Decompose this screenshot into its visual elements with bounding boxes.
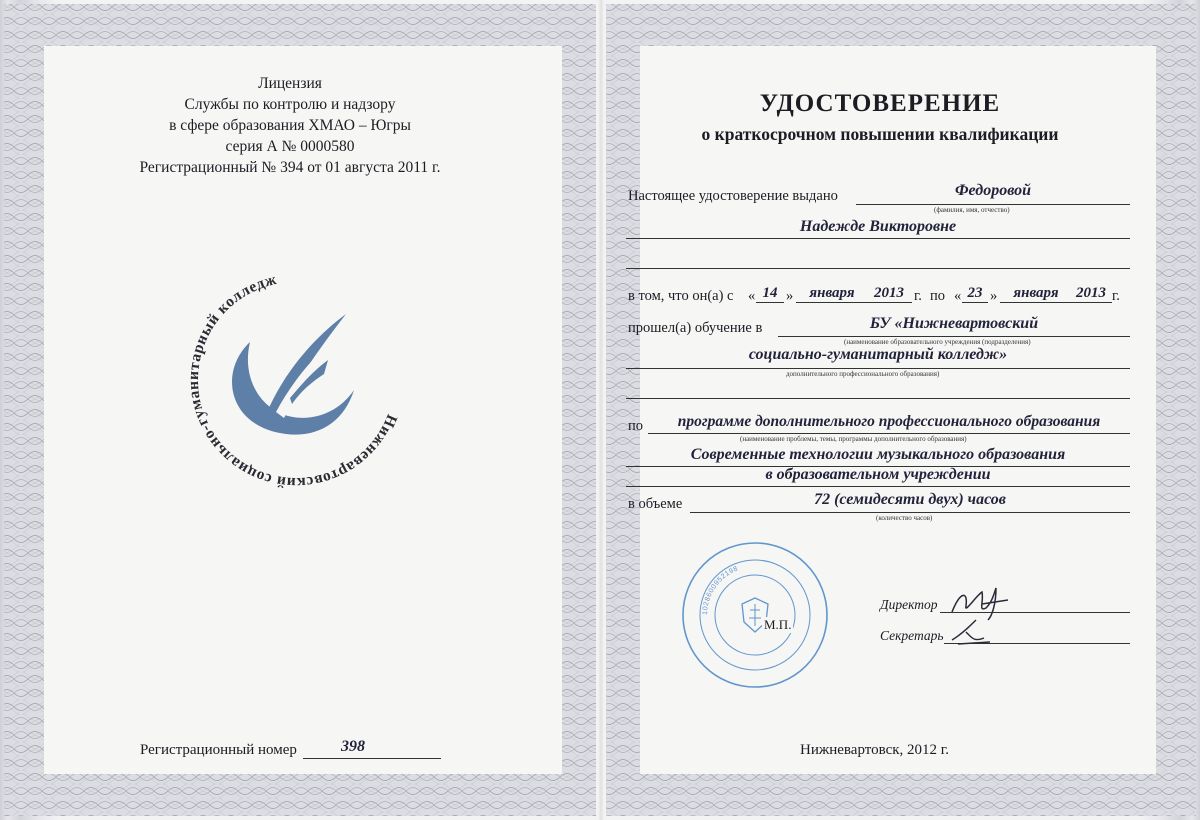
institution-underline-1 xyxy=(778,336,1130,337)
to-day-underline xyxy=(962,302,988,303)
program-label: по xyxy=(628,418,644,434)
license-title: Лицензия xyxy=(258,75,322,92)
logo-ring-text: Нижневартовский социально-гуманитарный колледж xyxy=(184,270,401,492)
quote-open-1: « xyxy=(748,288,756,304)
license-authority: Службы по контролю и надзору xyxy=(184,96,396,113)
topic-line-1: Современные технологии музыкального образования xyxy=(690,446,1066,463)
surname-value: Федоровой xyxy=(954,182,1032,199)
program-hint: (наименование проблемы, темы, программы дополнительного образования) xyxy=(740,435,967,443)
given-names-value: Надежде Викторовне xyxy=(799,218,957,235)
stamp-place-label: М.П. xyxy=(764,617,792,632)
blank-line-1 xyxy=(626,268,1130,269)
to-year: 2013 xyxy=(1076,285,1106,301)
registration-number: 398 xyxy=(341,738,365,755)
from-year-suffix: г. xyxy=(914,288,922,304)
city-year: Нижневартовск, 2012 г. xyxy=(800,742,950,758)
to-month: января xyxy=(1013,285,1059,301)
license-series: серия А № 0000580 xyxy=(225,138,355,155)
from-year-underline xyxy=(866,302,912,303)
secretary-signature xyxy=(944,614,1004,648)
given-names-underline xyxy=(626,238,1130,239)
license-registration: Регистрационный № 394 от 01 августа 2011 г. xyxy=(139,159,441,176)
institution-hint-2: дополнительного профессионального образования) xyxy=(786,370,940,378)
certificate-title: УДОСТОВЕРЕНИЕ xyxy=(759,90,1001,117)
official-stamp xyxy=(680,540,830,690)
institution-line-1: БУ «Нижневартовский xyxy=(869,315,1039,332)
surname-underline xyxy=(856,204,1130,205)
to-day: 23 xyxy=(967,285,983,301)
volume-underline xyxy=(690,512,1130,513)
license-region: в сфере образования ХМАО – Югры xyxy=(169,117,411,134)
to-word: по xyxy=(930,288,946,304)
institution-underline-2 xyxy=(626,368,1130,369)
volume-hint: (количество часов) xyxy=(876,514,933,522)
quill-swirl-icon xyxy=(232,314,354,435)
issued-label: Настоящее удостоверение выдано xyxy=(628,188,838,204)
to-year-underline xyxy=(1070,302,1112,303)
to-year-suffix: г. xyxy=(1112,288,1120,304)
blank-line-2 xyxy=(626,398,1130,399)
from-day-underline xyxy=(756,302,784,303)
college-logo xyxy=(178,262,414,498)
director-label: Директор xyxy=(880,597,938,612)
institution-line-2: социально-гуманитарный колледж» xyxy=(748,346,1008,363)
institution-hint-1: (наименование образовательного учреждения (подразделения) xyxy=(844,338,1031,346)
volume-label: в объеме xyxy=(628,496,683,512)
stamp-number-ring: 1028600952198 xyxy=(701,565,740,616)
registration-label: Регистрационный номер xyxy=(140,742,297,758)
from-day: 14 xyxy=(762,285,778,301)
program-underline xyxy=(648,433,1130,434)
quote-open-2: « xyxy=(954,288,962,304)
volume-value: 72 (семидесяти двух) часов xyxy=(814,491,1006,508)
topic-underline-2 xyxy=(626,486,1130,487)
from-month: января xyxy=(809,285,855,301)
page-fold xyxy=(598,0,604,820)
quote-close-2: » xyxy=(990,288,998,304)
trained-label: прошел(а) обучение в xyxy=(628,320,763,336)
secretary-label: Секретарь xyxy=(880,628,944,643)
topic-line-2: в образовательном учреждении xyxy=(765,466,991,483)
from-month-underline xyxy=(796,302,868,303)
from-year: 2013 xyxy=(874,285,904,301)
registration-underline xyxy=(303,758,441,759)
quote-close-1: » xyxy=(786,288,794,304)
to-month-underline xyxy=(1000,302,1072,303)
program-value: программе дополнительного профессионального образования xyxy=(677,413,1101,430)
certificate-subtitle: о краткосрочном повышении квалификации xyxy=(701,124,1059,144)
dates-intro: в том, что он(а) с xyxy=(628,288,734,304)
name-hint: (фамилия, имя, отчество) xyxy=(934,206,1010,214)
svg-text:1028600952198 xyxy=(702,565,739,615)
